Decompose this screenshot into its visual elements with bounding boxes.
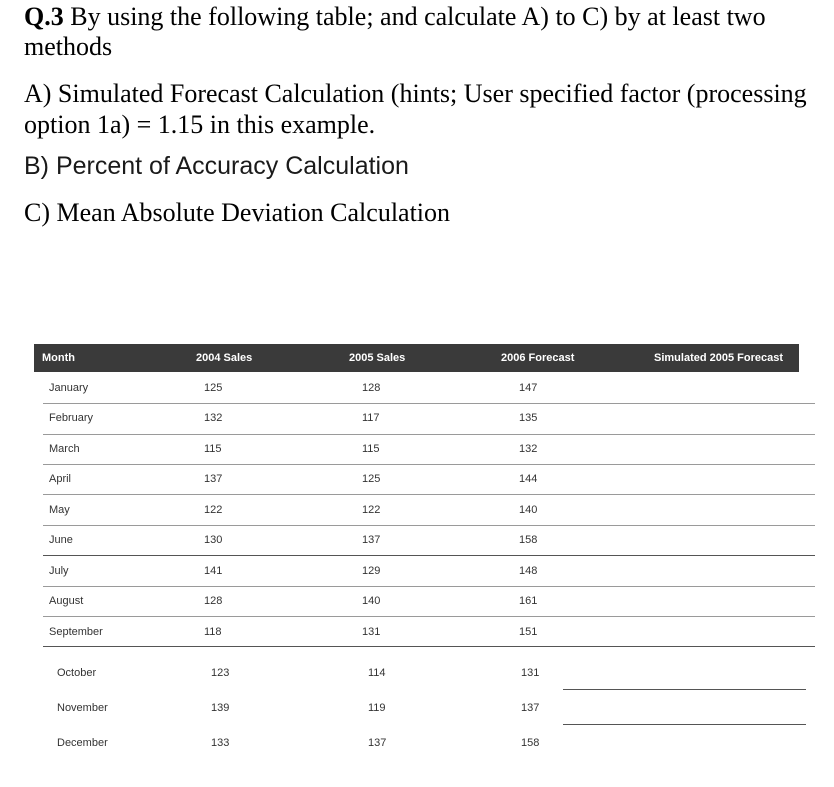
cell-2004-sales: 132 [204,412,223,424]
question-number: Q.3 [24,2,64,31]
cell-2004-sales: 128 [204,595,223,607]
cell-2004-sales: 118 [204,626,222,638]
cell-2005-sales: 137 [368,737,387,749]
table-header [34,344,799,372]
header-2004-sales: 2004 Sales [196,352,253,364]
cell-month: April [49,473,72,485]
cell-2004-sales: 137 [204,473,223,485]
cell-month: September [49,626,103,638]
header-2005-sales: 2005 Sales [349,352,406,364]
cell-2004-sales: 130 [204,534,223,546]
cell-month: December [57,737,108,749]
part-b-text: B) Percent of Accuracy Calculation [24,152,409,180]
row-separator [43,494,815,495]
cell-2004-sales: 115 [204,443,222,455]
part-c-text: C) Mean Absolute Deviation Calculation [24,198,451,227]
cell-2005-sales: 131 [362,626,381,638]
cell-2006-forecast: 132 [519,443,538,455]
cell-2004-sales: 141 [204,565,223,577]
cell-2004-sales: 139 [211,702,230,714]
cell-2006-forecast: 151 [519,626,538,638]
cell-2005-sales: 137 [362,534,381,546]
header-2006-forecast: 2006 Forecast [501,352,575,364]
cell-2006-forecast: 137 [521,702,540,714]
cell-2004-sales: 122 [204,504,223,516]
cell-2006-forecast: 131 [521,667,540,679]
row-separator [563,724,806,725]
row-separator [43,464,815,465]
cell-2006-forecast: 148 [519,565,538,577]
cell-2006-forecast: 140 [519,504,538,516]
cell-month: May [49,504,70,516]
cell-2004-sales: 125 [204,382,223,394]
cell-2006-forecast: 135 [519,412,538,424]
cell-2005-sales: 129 [362,565,381,577]
cell-2005-sales: 114 [368,667,386,679]
cell-month: June [49,534,73,546]
cell-month: January [49,382,89,394]
row-separator [43,434,815,435]
cell-2005-sales: 122 [362,504,381,516]
cell-2005-sales: 125 [362,473,381,485]
header-simulated-2005-forecast: Simulated 2005 Forecast [654,352,784,364]
header-month: Month [42,352,75,364]
row-separator [43,646,815,647]
cell-2006-forecast: 147 [519,382,538,394]
cell-month: November [57,702,108,714]
cell-2006-forecast: 161 [519,595,538,607]
cell-month: August [49,595,84,607]
cell-2005-sales: 117 [362,412,380,424]
cell-2005-sales: 115 [362,443,380,455]
cell-2006-forecast: 144 [519,473,538,485]
row-separator [43,616,815,617]
cell-2005-sales: 128 [362,382,381,394]
cell-month: February [49,412,94,424]
question-intro: By using the following table; and calculate A) to C) by at least two methods [24,2,766,61]
row-separator [563,689,806,690]
cell-2004-sales: 133 [211,737,230,749]
cell-month: July [49,565,69,577]
cell-2004-sales: 123 [211,667,230,679]
cell-month: October [57,667,97,679]
row-separator [43,586,815,587]
row-separator [43,555,815,556]
cell-2005-sales: 119 [368,702,386,714]
cell-month: March [49,443,80,455]
cell-2006-forecast: 158 [519,534,538,546]
cell-2006-forecast: 158 [521,737,540,749]
part-a-text: A) Simulated Forecast Calculation (hints; User specified factor (processing option 1a) = 1.15 in this example. [24,79,807,139]
question-title [24,2,814,62]
row-separator [43,525,815,526]
row-separator [43,403,815,404]
cell-2005-sales: 140 [362,595,381,607]
